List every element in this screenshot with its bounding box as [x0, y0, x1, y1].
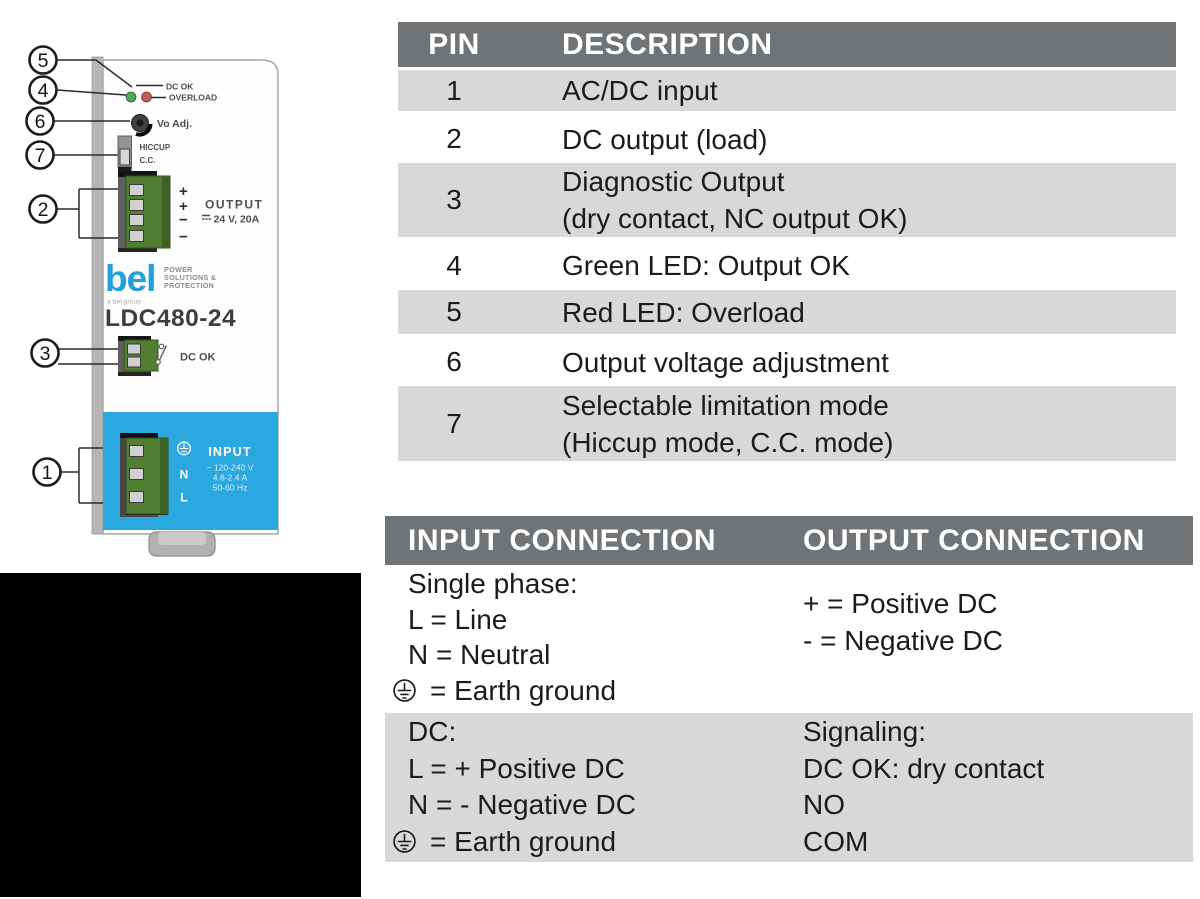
din-rail-strip	[92, 57, 103, 534]
pin-description: AC/DC input	[562, 75, 718, 106]
dc-ok-led-label: DC OK	[166, 81, 194, 92]
pin-row-5	[398, 290, 1176, 338]
connection-row-ac	[385, 565, 1193, 713]
pin-row-1	[398, 70, 1176, 115]
connection-line: L = + Positive DC	[408, 752, 625, 784]
callout-7: 7	[34, 145, 46, 167]
input-connection-cell	[385, 713, 795, 862]
connection-line: NO	[803, 789, 845, 820]
overload-led-label: OVERLOAD	[169, 92, 218, 103]
input-label: INPUT	[208, 445, 252, 459]
pin-number: 1	[446, 74, 462, 106]
neutral-terminal-label: N	[179, 467, 189, 482]
brand-sub2: SOLUTIONS &	[164, 273, 217, 282]
pin-number: 5	[446, 296, 462, 327]
pin-description-line2: (dry contact, NC output OK)	[562, 203, 908, 234]
brand-sub3: PROTECTION	[164, 281, 215, 290]
connection-line: L = Line	[408, 603, 508, 635]
pin-table-header-row	[398, 22, 1176, 67]
connection-line-earth	[392, 824, 795, 861]
connection-line: N = - Negative DC	[408, 789, 636, 820]
output-label: OUTPUT	[205, 197, 264, 212]
model-number: LDC480-24	[105, 305, 237, 332]
earth-ground-text: = Earth ground	[430, 674, 617, 706]
output-rating-label: 24 V, 20A	[213, 213, 260, 226]
callout-5: 5	[37, 50, 49, 72]
pin-description: DC output (load)	[562, 123, 768, 155]
description-column-header: DESCRIPTION	[562, 27, 773, 61]
pin-description: Selectable limitation mode	[562, 389, 889, 421]
connection-line-earth	[392, 673, 795, 709]
connection-row-dc	[385, 713, 1193, 862]
output-minus2-label: −	[179, 228, 188, 246]
connection-line: COM	[803, 825, 869, 857]
output-plus1-label: +	[179, 183, 188, 200]
connection-line: - = Negative DC	[803, 625, 1003, 656]
green-led	[126, 92, 136, 102]
connection-line: Signaling:	[803, 716, 926, 747]
pin-description: Green LED: Output OK	[562, 250, 850, 281]
callout-1: 1	[41, 462, 53, 484]
input-current-label: 4.8-2.4 A	[212, 472, 248, 483]
earth-ground-icon	[392, 829, 417, 854]
cc-label: C.C.	[139, 156, 156, 165]
earth-ground-icon	[392, 678, 417, 703]
pin-column-header: PIN	[428, 27, 480, 61]
output-connection-cell	[795, 713, 1193, 862]
input-connection-cell	[385, 565, 795, 713]
input-connection-header: INPUT CONNECTION	[408, 523, 716, 557]
callout-2: 2	[37, 199, 49, 221]
pin-row-6	[398, 338, 1176, 386]
line-terminal-label: L	[180, 490, 188, 505]
brand-logo: bel	[105, 258, 156, 299]
callout-6: 6	[34, 111, 46, 133]
pin-description: Diagnostic Output	[562, 166, 785, 197]
output-terminal-block	[118, 171, 170, 252]
output-plus2-label: +	[179, 198, 188, 215]
pin-number: 7	[446, 407, 462, 439]
pin-number: 6	[446, 346, 462, 377]
vo-adj-label: Vo Adj.	[157, 118, 192, 130]
output-connection-header: OUTPUT CONNECTION	[803, 523, 1145, 557]
pin-row-4	[398, 241, 1176, 290]
connection-line: DC OK: dry contact	[803, 752, 1045, 784]
pin-description: Output voltage adjustment	[562, 346, 889, 378]
connection-line: Single phase:	[408, 568, 578, 599]
pin-row-3	[398, 163, 1176, 241]
output-connection-cell	[795, 565, 1193, 713]
pin-description-line2: (Hiccup mode, C.C. mode)	[562, 426, 894, 458]
pin-number: 2	[446, 123, 462, 154]
connection-table-header-row	[385, 516, 1193, 565]
hiccup-label: HICCUP	[139, 143, 171, 152]
pin-number: 4	[446, 249, 462, 281]
mode-switch-slider	[120, 149, 130, 165]
output-minus1-label: −	[179, 211, 188, 229]
callout-3: 3	[39, 343, 51, 365]
connection-line: + = Positive DC	[803, 588, 998, 619]
connection-line: N = Neutral	[408, 639, 551, 670]
connection-line: DC:	[408, 716, 457, 747]
earth-ground-text: = Earth ground	[430, 825, 617, 857]
pin-number: 3	[446, 184, 462, 215]
input-frequency-label: 50-60 Hz	[212, 482, 248, 493]
red-led	[142, 92, 152, 102]
pin-row-7	[398, 386, 1176, 465]
brand-group-label: a bel group	[107, 298, 142, 306]
vo-adj-knob-center	[137, 120, 144, 127]
din-clip-inner	[158, 532, 206, 545]
pin-description: Red LED: Overload	[562, 296, 805, 328]
connection-table	[385, 516, 1193, 862]
pin-row-2	[398, 115, 1176, 163]
device-figure	[0, 0, 380, 575]
dc-ok-contact-label: DC OK	[180, 351, 216, 364]
dc-ok-terminal-block	[118, 336, 158, 376]
brand-sub1: POWER	[164, 265, 193, 274]
redacted-block	[0, 573, 361, 897]
input-voltage-label: ~ 120-240 V	[206, 462, 254, 473]
pin-description-table	[398, 22, 1176, 465]
input-terminal-block	[120, 433, 168, 517]
callout-4: 4	[37, 80, 49, 102]
